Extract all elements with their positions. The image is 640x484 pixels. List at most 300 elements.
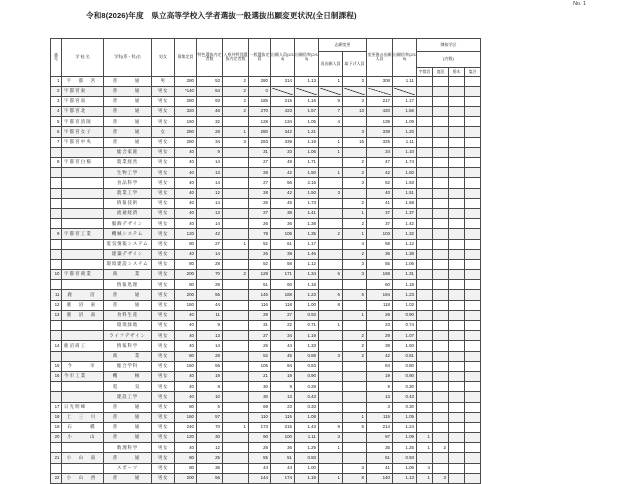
cell-adjacent-4 <box>465 137 481 147</box>
cell-applicants-first: 19 <box>271 371 295 381</box>
cell-adjacent-2 <box>433 249 449 259</box>
cell-withdraw: 2 <box>343 351 367 361</box>
page-number: No. 1 <box>573 1 586 7</box>
cell-ratio-final: 1.25 <box>393 443 417 453</box>
cell-ratio-final: 0.93 <box>393 453 417 463</box>
th-adjacent-4: 塩谷 <box>465 68 481 77</box>
cell-adjacent-4 <box>465 433 481 443</box>
cell-ratio-first: 0.43 <box>295 392 319 402</box>
cell-ratio-final: 1.10 <box>393 147 417 157</box>
cell-adjacent-1 <box>417 402 433 412</box>
cell-withdraw <box>343 117 367 127</box>
cell-adjacent-4 <box>465 280 481 290</box>
cell-withdraw: 8 <box>343 473 367 483</box>
cell-capacity: 120 <box>175 433 197 443</box>
cell-reapply <box>319 249 343 259</box>
cell-adjacent-2 <box>433 433 449 443</box>
cell-capacity: 40 <box>175 382 197 392</box>
table-head <box>51 39 481 77</box>
cell-row-number <box>51 168 62 178</box>
cell-withdraw <box>343 453 367 463</box>
cell-school-name <box>62 188 104 198</box>
cell-general-capacity: 116 <box>249 300 271 310</box>
cell-applicants-first: 44 <box>271 463 295 473</box>
cell-ratio-first: 1.19 <box>295 473 319 483</box>
cell-adjacent-1 <box>417 321 433 331</box>
cell-outside <box>223 361 249 371</box>
cell-outside <box>223 158 249 168</box>
cell-outside <box>223 188 249 198</box>
cell-school-name <box>62 331 104 341</box>
cell-general-capacity: 280 <box>249 76 271 86</box>
th-school: 学 校 名 <box>62 39 104 77</box>
cell-tokushoku: 53 <box>197 76 223 86</box>
cell-course-name: 農業経営 <box>104 158 152 168</box>
cell-reapply: 1 <box>319 321 343 331</box>
cell-school-name: 今 市 <box>62 361 104 371</box>
cell-school-name: 宇 都 宮 <box>62 76 104 86</box>
cell-withdraw <box>343 361 367 371</box>
cell-reapply: 3 <box>319 188 343 198</box>
cell-general-capacity: 51 <box>249 280 271 290</box>
cell-adjacent-4 <box>465 168 481 178</box>
cell-sex: 男女 <box>152 321 175 331</box>
cell-adjacent-1 <box>417 259 433 269</box>
cell-adjacent-4 <box>465 107 481 117</box>
cell-reapply <box>319 402 343 412</box>
cell-sex: 男女 <box>152 392 175 402</box>
cell-ratio-first: 1.33 <box>295 341 319 351</box>
cell-ratio-final: 0.90 <box>393 371 417 381</box>
cell-adjacent-2 <box>433 280 449 290</box>
cell-adjacent-1 <box>417 310 433 320</box>
cell-general-capacity: 44 <box>249 463 271 473</box>
cell-adjacent-2 <box>433 371 449 381</box>
cell-tokushoku: 13 <box>197 331 223 341</box>
cell-adjacent-3 <box>449 341 465 351</box>
cell-applicants-first: 36 <box>271 219 295 229</box>
cell-row-number: 18 <box>51 412 62 422</box>
cell-tokushoku: 19 <box>197 371 223 381</box>
cell-sex: 男 <box>152 76 175 86</box>
cell-adjacent-1 <box>417 127 433 137</box>
cell-school-name: 今市工業 <box>62 371 104 381</box>
cell-school-name: 上 三 川 <box>62 412 104 422</box>
cell-adjacent-4 <box>465 300 481 310</box>
cell-withdraw: 15 <box>343 137 367 147</box>
cell-capacity: 40 <box>175 331 197 341</box>
cell-course-name: 普 通 <box>104 86 152 96</box>
cell-capacity: 160 <box>175 117 197 127</box>
cell-adjacent-4 <box>465 219 481 229</box>
cell-adjacent-1 <box>417 86 433 96</box>
cell-adjacent-4 <box>465 463 481 473</box>
table-row <box>51 229 481 239</box>
table-row <box>51 107 481 117</box>
cell-adjacent-2 <box>433 239 449 249</box>
cell-capacity: 200 <box>175 270 197 280</box>
cell-ratio-first: 1.13 <box>295 76 319 86</box>
cell-school-name: 宇都宮女子 <box>62 127 104 137</box>
cell-adjacent-2 <box>433 188 449 198</box>
cell-applicants-final: 58 <box>367 239 393 249</box>
cell-adjacent-4 <box>465 402 481 412</box>
cell-school-name <box>62 219 104 229</box>
cell-applicants-first: 314 <box>271 76 295 86</box>
cell-adjacent-1 <box>417 422 433 432</box>
cell-school-name: 宇都宮商業 <box>62 270 104 280</box>
cell-general-capacity: 173 <box>249 422 271 432</box>
cell-ratio-first: 1.18 <box>295 280 319 290</box>
cell-applicants-final: 97 <box>367 433 393 443</box>
cell-course-name: 情報科学 <box>104 341 152 351</box>
cell-course-name: 普 通 <box>104 433 152 443</box>
cell-withdraw: 3 <box>343 270 367 280</box>
cell-adjacent-2 <box>433 96 449 106</box>
table-row <box>51 310 481 320</box>
cell-course-name: 数理科学 <box>104 443 152 453</box>
cell-row-number: 9 <box>51 229 62 239</box>
cell-adjacent-3 <box>449 239 465 249</box>
cell-tokushoku: 30 <box>197 433 223 443</box>
table-row <box>51 453 481 463</box>
cell-tokushoku: 55 <box>197 290 223 300</box>
cell-general-capacity: 128 <box>249 117 271 127</box>
cell-ratio-final: 0.90 <box>393 310 417 320</box>
cell-capacity: 160 <box>175 361 197 371</box>
cell-row-number <box>51 147 62 157</box>
cell-course-name: 普 通 <box>104 422 152 432</box>
cell-adjacent-3 <box>449 259 465 269</box>
cell-withdraw: 2 <box>343 198 367 208</box>
cell-withdraw: 3 <box>343 76 367 86</box>
cell-adjacent-2 <box>433 361 449 371</box>
cell-withdraw: 2 <box>343 249 367 259</box>
cell-applicants-final: 214 <box>367 422 393 432</box>
cell-sex: 男女 <box>152 473 175 483</box>
cell-adjacent-4 <box>465 422 481 432</box>
cell-sex: 男女 <box>152 443 175 453</box>
cell-row-number: 11 <box>51 290 62 300</box>
cell-row-number: 5 <box>51 117 62 127</box>
cell-school-name: 宇都宮北 <box>62 107 104 117</box>
cell-general-capacity: 29 <box>249 310 271 320</box>
cell-general-capacity: 30 <box>249 382 271 392</box>
cell-adjacent-3 <box>449 178 465 188</box>
cell-withdraw: 2 <box>343 331 367 341</box>
cell-applicants-final: 115 <box>367 412 393 422</box>
cell-ratio-first: 1.00 <box>295 300 319 310</box>
cell-general-capacity: 28 <box>249 168 271 178</box>
cell-adjacent-3 <box>449 412 465 422</box>
cell-withdraw: 1 <box>343 310 367 320</box>
cell-tokushoku: 5 <box>197 402 223 412</box>
cell-general-capacity: 69 <box>249 402 271 412</box>
cell-tokushoku: 28 <box>197 127 223 137</box>
table-row <box>51 331 481 341</box>
cell-adjacent-3 <box>449 219 465 229</box>
table-row <box>51 341 481 351</box>
cell-school-name: 宇都宮東 <box>62 86 104 96</box>
cell-outside: 2 <box>223 76 249 86</box>
cell-reapply: 6 <box>319 270 343 280</box>
table-row <box>51 86 481 96</box>
cell-tokushoku: 70 <box>197 270 223 280</box>
cell-general-capacity: 31 <box>249 147 271 157</box>
cell-outside <box>223 402 249 412</box>
cell-row-number: 6 <box>51 127 62 137</box>
cell-adjacent-2 <box>433 127 449 137</box>
cell-applicants-final: 55 <box>367 259 393 269</box>
cell-tokushoku: 42 <box>197 229 223 239</box>
cell-adjacent-4 <box>465 382 481 392</box>
cell-outside: 2 <box>223 96 249 106</box>
cell-school-name <box>62 208 104 218</box>
cell-adjacent-4 <box>465 341 481 351</box>
cell-outside: 1 <box>223 422 249 432</box>
cell-reapply <box>319 382 343 392</box>
cell-tokushoku: 14 <box>197 178 223 188</box>
table-row <box>51 219 481 229</box>
cell-capacity: 160 <box>175 412 197 422</box>
cell-withdraw <box>343 392 367 402</box>
cell-adjacent-4 <box>465 147 481 157</box>
table-row <box>51 412 481 422</box>
table-row <box>51 361 481 371</box>
cell-applicants-final: 139 <box>367 117 393 127</box>
cell-school-name: 日光明峰 <box>62 402 104 412</box>
cell-reapply: 7 <box>319 107 343 117</box>
table-row <box>51 239 481 249</box>
cell-applicants-final: 41 <box>367 463 393 473</box>
cell-adjacent-4 <box>465 331 481 341</box>
cell-general-capacity: 28 <box>249 443 271 453</box>
cell-general-capacity: 145 <box>249 290 271 300</box>
th-course: 学科(系・科)名 <box>104 39 152 77</box>
cell-course-name: 普 通 <box>104 107 152 117</box>
cell-applicants-final: 217 <box>367 96 393 106</box>
cell-school-name <box>62 392 104 402</box>
cell-sex: 女 <box>152 127 175 137</box>
cell-school-name: 鹿 沼 南 <box>62 310 104 320</box>
cell-adjacent-1 <box>417 280 433 290</box>
cell-reapply <box>319 178 343 188</box>
cell-course-name: 普 通 <box>104 290 152 300</box>
cell-adjacent-1 <box>417 96 433 106</box>
cell-outside <box>223 280 249 290</box>
cell-reapply <box>319 208 343 218</box>
cell-adjacent-3 <box>449 321 465 331</box>
cell-ratio-first: 0.93 <box>295 453 319 463</box>
title-bar <box>0 10 640 21</box>
cell-course-name: 環境建設システム <box>104 259 152 269</box>
cell-applicants-final: 36 <box>367 249 393 259</box>
cell-adjacent-1 <box>417 300 433 310</box>
cell-general-capacity: 128 <box>249 270 271 280</box>
cell-adjacent-2 <box>433 137 449 147</box>
cell-ratio-final: 1.93 <box>393 178 417 188</box>
cell-applicants-final: 40 <box>367 188 393 198</box>
table-row <box>51 127 481 137</box>
cell-tokushoku: 34 <box>197 137 223 147</box>
cell-capacity: 80 <box>175 259 197 269</box>
cell-reapply: 1 <box>319 443 343 453</box>
cell-adjacent-2 <box>433 107 449 117</box>
cell-tokushoku: 11 <box>197 310 223 320</box>
cell-sex: 男女 <box>152 290 175 300</box>
cell-row-number: 22 <box>51 473 62 483</box>
cell-general-capacity: 52 <box>249 351 271 361</box>
cell-adjacent-2 <box>433 341 449 351</box>
table-row <box>51 422 481 432</box>
cell-capacity: 40 <box>175 158 197 168</box>
cell-tokushoku: 28 <box>197 351 223 361</box>
cell-adjacent-3 <box>449 147 465 157</box>
cell-adjacent-3 <box>449 463 465 473</box>
cell-sex: 男女 <box>152 351 175 361</box>
cell-applicants-final: 34 <box>367 147 393 157</box>
cell-school-name <box>62 321 104 331</box>
cell-adjacent-2 <box>433 76 449 86</box>
table-row <box>51 76 481 86</box>
cell-sex: 男女 <box>152 137 175 147</box>
cell-adjacent-4 <box>465 158 481 168</box>
cell-adjacent-2 <box>433 117 449 127</box>
cell-withdraw <box>343 321 367 331</box>
cell-adjacent-3 <box>449 137 465 147</box>
cell-ratio-first: 1.16 <box>295 96 319 106</box>
table-row <box>51 443 481 453</box>
cell-tokushoku: 12 <box>197 443 223 453</box>
cell-adjacent-4 <box>465 249 481 259</box>
cell-tokushoku: 32 <box>197 117 223 127</box>
cell-applicants-first: 174 <box>271 473 295 483</box>
cell-sex: 男女 <box>152 382 175 392</box>
cell-outside: 2 <box>223 107 249 117</box>
cell-sex: 男女 <box>152 158 175 168</box>
cell-applicants-first: 61 <box>271 239 295 249</box>
cell-row-number <box>51 321 62 331</box>
cell-tokushoku: 14 <box>197 249 223 259</box>
cell-withdraw <box>343 300 367 310</box>
cell-outside <box>223 178 249 188</box>
cell-ratio-first: 1.19 <box>295 331 319 341</box>
cell-applicants-final: 35 <box>367 443 393 453</box>
cell-outside <box>223 341 249 351</box>
cell-reapply <box>319 86 343 96</box>
cell-capacity: 40 <box>175 443 197 453</box>
cell-school-name: 鹿 沼 <box>62 290 104 300</box>
cell-ratio-final: 1.06 <box>393 463 417 473</box>
cell-general-capacity: 27 <box>249 208 271 218</box>
cell-school-name: 宇都宮中央 <box>62 137 104 147</box>
cell-withdraw: 13 <box>343 107 367 117</box>
cell-applicants-first: 56 <box>271 178 295 188</box>
cell-general-capacity: 78 <box>249 229 271 239</box>
cell-adjacent-1 <box>417 382 433 392</box>
cell-course-name: ライフデザイン <box>104 331 152 341</box>
cell-tokushoku: 56 <box>197 473 223 483</box>
cell-adjacent-3 <box>449 300 465 310</box>
cell-adjacent-2 <box>433 219 449 229</box>
cell-course-name: 情報処理 <box>104 280 152 290</box>
cell-outside: 1 <box>223 127 249 137</box>
cell-capacity: 240 <box>175 422 197 432</box>
cell-ratio-first: 0.33 <box>295 402 319 412</box>
cell-reapply <box>319 239 343 249</box>
cell-adjacent-4 <box>465 453 481 463</box>
cell-withdraw <box>343 371 367 381</box>
cell-outside <box>223 392 249 402</box>
cell-tokushoku: 36 <box>197 463 223 473</box>
cell-applicants-first: 115 <box>271 412 295 422</box>
cell-tokushoku: 14 <box>197 198 223 208</box>
cell-sex: 男女 <box>152 300 175 310</box>
th-applicants-final: 変更後の出願人員 <box>367 39 393 77</box>
cell-sex: 男女 <box>152 259 175 269</box>
cell-withdraw <box>343 402 367 412</box>
cell-ratio-first: 1.71 <box>295 158 319 168</box>
cell-sex: 男女 <box>152 422 175 432</box>
th-sex: 男女 <box>152 39 175 77</box>
cell-capacity: 40 <box>175 310 197 320</box>
cell-applicants-final: 140 <box>367 473 393 483</box>
cell-adjacent-1 <box>417 331 433 341</box>
cell-reapply <box>319 127 343 137</box>
cell-course-name: 機械システム <box>104 229 152 239</box>
cell-adjacent-4 <box>465 371 481 381</box>
cell-ratio-final: 1.18 <box>393 280 417 290</box>
cell-ratio-final: 1.06 <box>393 259 417 269</box>
cell-adjacent-4 <box>465 208 481 218</box>
cell-sex: 男女 <box>152 433 175 443</box>
cell-ratio-final: 0.30 <box>393 382 417 392</box>
cell-reapply: 9 <box>319 96 343 106</box>
cell-adjacent-3 <box>449 310 465 320</box>
cell-capacity: 200 <box>175 290 197 300</box>
cell-ratio-final: 1.11 <box>393 137 417 147</box>
cell-ratio-final: 1.50 <box>393 341 417 351</box>
table-row <box>51 249 481 259</box>
cell-sex: 男女 <box>152 178 175 188</box>
cell-tokushoku: 27 <box>197 239 223 249</box>
cell-withdraw <box>343 188 367 198</box>
cell-general-capacity: 283 <box>249 137 271 147</box>
table-row <box>51 168 481 178</box>
table-row <box>51 382 481 392</box>
cell-withdraw: 3 <box>343 463 367 473</box>
cell-applicants-final: 37 <box>367 219 393 229</box>
th-ratio-final: 出願倍率(2/19) <box>393 39 417 77</box>
cell-tokushoku: 54 <box>197 86 223 96</box>
cell-row-number <box>51 443 62 453</box>
cell-ratio-first: 0.83 <box>295 361 319 371</box>
cell-ratio-final: 1.09 <box>393 117 417 127</box>
cell-school-name: 石 橋 <box>62 422 104 432</box>
cell-applicants-first: 38 <box>271 208 295 218</box>
cell-adjacent-4 <box>465 321 481 331</box>
cell-outside <box>223 229 249 239</box>
cell-adjacent-1 <box>417 351 433 361</box>
cell-school-name: 鹿沼商工 <box>62 341 104 351</box>
cell-ratio-first: 1.29 <box>295 443 319 453</box>
cell-outside <box>223 321 249 331</box>
cell-ratio-first: 1.50 <box>295 168 319 178</box>
cell-school-name <box>62 351 104 361</box>
cell-row-number: 15 <box>51 361 62 371</box>
cell-school-name <box>62 239 104 249</box>
cell-course-name: 情報技術 <box>104 198 152 208</box>
